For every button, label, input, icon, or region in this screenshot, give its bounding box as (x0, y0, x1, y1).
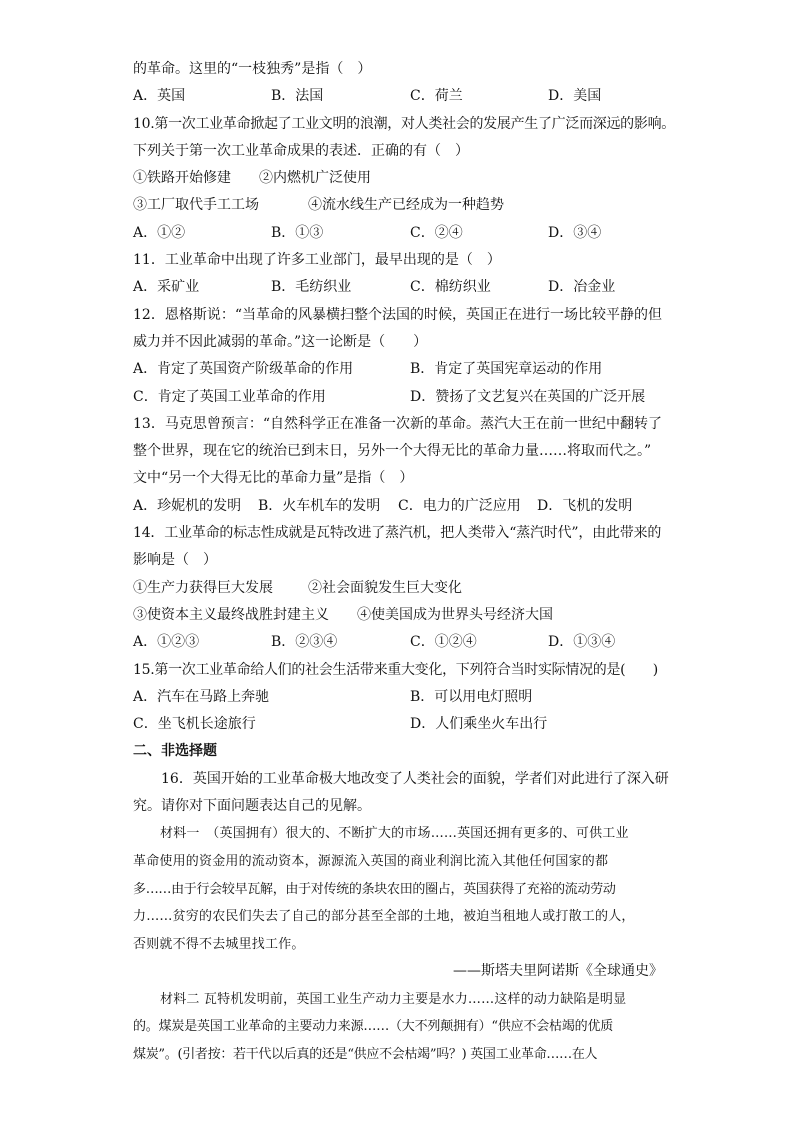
material-1-line-2: 革命使用的资金用的流动资本，源源流入英国的商业利润比流入其他任何国家的都 (133, 853, 609, 869)
q15-options-1 (133, 684, 663, 711)
q13-stem-3: 文中“另一个大得无比的革命力量”是指（ ） (133, 470, 414, 487)
option-d: D．飞机的发明 (537, 497, 633, 514)
option-d: D．③④ (548, 224, 602, 241)
q12-options-2 (133, 384, 663, 411)
q14-options (133, 629, 663, 656)
option-b: B．可以用电灯照明 (410, 688, 533, 705)
option-a: A．肯定了英国资产阶级革命的作用 (133, 361, 354, 378)
section-heading: 二、非选择题 (133, 743, 217, 760)
q13-stem-1: 13．马克思曾预言：“自然科学正在准备一次新的革命。蒸汽大王在前一世纪中翻转了 (133, 415, 662, 432)
option-b: B．火车机车的发明 (258, 497, 381, 514)
option-a: A．①②③ (133, 634, 200, 651)
q13-options (133, 493, 663, 520)
q12-stem-1: 12．恩格斯说：“当革命的风暴横扫整个法国的时候，英国正在进行一场比较平静的但 (133, 306, 662, 323)
page-content (133, 56, 675, 1069)
material-1-line-3: 多……由于行会较早瓦解，由于对传统的条块农田的圈占，英国获得了充裕的流动劳动 (133, 881, 616, 897)
option-a: A．珍妮机的发明 (133, 497, 242, 514)
q10-items-1 (133, 165, 663, 192)
option-d: D．赞扬了文艺复兴在英国的广泛开展 (410, 388, 646, 405)
q12-options-1 (133, 356, 663, 383)
option-a: A．①② (133, 224, 186, 241)
material-1-line-1: 材料一 （英国拥有）很大的、不断扩大的市场……英国还拥有更多的、可供工业 (160, 826, 629, 842)
q13-stem-2: 整个世界，现在它的统治已到末日，另外一个大得无比的革命力量……将取而代之。” (133, 443, 652, 460)
q10-options (133, 220, 663, 247)
q14-stem-2: 影响是（ ） (133, 552, 217, 569)
item-1: ①生产力获得巨大发展 (133, 579, 273, 596)
option-c: C．肯定了英国工业革命的作用 (133, 388, 326, 405)
option-a: A．采矿业 (133, 279, 200, 296)
q14-items-1 (133, 575, 663, 602)
q14-stem-1: 14．工业革命的标志性成就是瓦特改进了蒸汽机，把人类带入“蒸汽时代”，由此带来的 (133, 525, 662, 542)
option-b: B．法国 (271, 88, 324, 105)
option-a: A．英国 (133, 88, 186, 105)
item-3: ③使资本主义最终战胜封建主义 (133, 606, 329, 623)
option-d: D．冶金业 (548, 279, 616, 296)
option-d: D．人们乘坐火车出行 (410, 716, 548, 733)
option-b: B．②③④ (271, 634, 338, 651)
material-1-line-4: 力……贫穷的农民们失去了自己的部分甚至全部的土地，被迫当租地人或打散工的人， (133, 909, 635, 925)
option-c: C．①②④ (410, 634, 477, 651)
item-4: ④使美国成为世界头号经济大国 (357, 606, 553, 623)
item-2: ②社会面貌发生巨大变化 (308, 579, 462, 596)
q11-stem: 11．工业革命中出现了许多工业部门，最早出现的是（ ） (133, 252, 501, 269)
item-2: ②内燃机广泛使用 (259, 170, 371, 187)
option-d: D．美国 (548, 88, 602, 105)
option-b: B．毛纺织业 (271, 279, 352, 296)
q10-items-2 (133, 192, 663, 219)
q16-stem-1: 16．英国开始的工业革命极大地改变了人类社会的面貌，学者们对此进行了深入研 (161, 770, 669, 787)
option-c: C．电力的广泛应用 (398, 497, 521, 514)
q9-options (133, 83, 663, 110)
q9-stem-end: 的革命。这里的“一枝独秀”是指（ ） (133, 61, 372, 77)
q11-options (133, 274, 663, 301)
item-4: ④流水线生产已经成为一种趋势 (308, 197, 504, 214)
material-2-line-2: 的。煤炭是英国工业革命的主要动力来源……（大不列颠拥有）“供应不会枯竭的优质 (133, 1019, 614, 1035)
material-1-source: ——斯塔夫里阿诺斯《全球通史》 (453, 963, 663, 980)
item-3: ③工厂取代手工工场 (133, 197, 259, 214)
material-2-line-3: 煤炭”。(引者按：若干代以后真的还是“供应不会枯竭”吗？) 英国工业革命……在人 (133, 1046, 598, 1062)
option-c: C．坐飞机长途旅行 (133, 716, 256, 733)
option-a: A．汽车在马路上奔驰 (133, 688, 270, 705)
material-2-line-1: 材料二 瓦特机发明前，英国工业生产动力主要是水力……这样的动力缺陷是明显 (160, 991, 627, 1007)
item-1: ①铁路开始修建 (133, 170, 231, 187)
q12-stem-2: 威力并不因此减弱的革命。”这一论断是（ ） (133, 333, 428, 350)
option-c: C．②④ (410, 224, 463, 241)
q10-stem-1: 10.第一次工业革命掀起了工业文明的浪潮，对人类社会的发展产生了广泛而深远的影响。 (133, 115, 675, 132)
q10-stem-2: 下列关于第一次工业革命成果的表述．正确的有（ ） (133, 142, 469, 159)
option-c: C．棉纺织业 (410, 279, 491, 296)
option-c: C．荷兰 (410, 88, 463, 105)
q15-options-2 (133, 711, 663, 738)
option-b: B．①③ (271, 224, 324, 241)
material-1-line-5: 否则就不得不去城里找工作。 (133, 936, 305, 952)
q15-stem: 15.第一次工业革命给人们的社会生活带来重大变化，下列符合当时实际情况的是( ) (133, 661, 658, 678)
q16-stem-2: 究。请你对下面问题表达自己的见解。 (133, 798, 371, 815)
option-d: D．①③④ (548, 634, 616, 651)
option-b: B．肯定了英国宪章运动的作用 (410, 361, 603, 378)
q14-items-2 (133, 602, 663, 629)
